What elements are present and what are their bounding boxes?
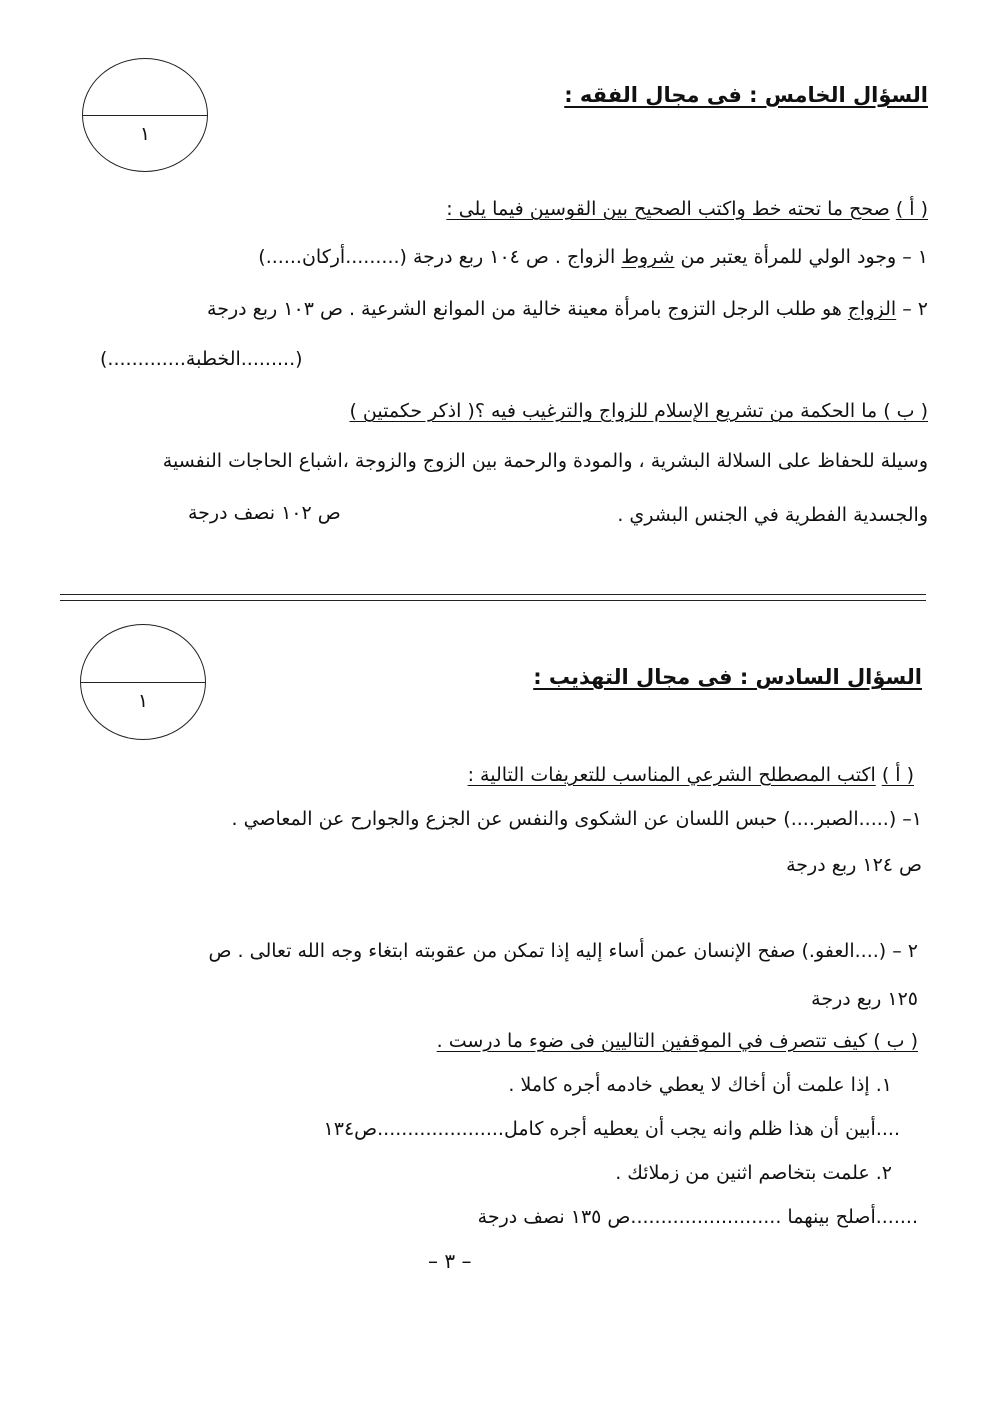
q5-item-2 [207, 296, 928, 322]
score-value: ١ [137, 689, 149, 712]
q5-item-1-text: ١ – وجود الولي للمرأة يعتبر من [674, 246, 928, 268]
q6-part-b-heading: ( ب ) كيف تتصرف في الموقفين التاليين فى ضوء ما درست . [436, 1030, 918, 1052]
q5-part-b-heading: ( ب ) ما الحكمة من تشريع الإسلام للزواج والترغيب فيه ؟( اذكر حكمتين ) [349, 400, 928, 422]
q6-part-a-prefix: ( أ ) [881, 764, 914, 786]
score-value: ١ [139, 122, 151, 145]
q5-title: السؤال الخامس : فى مجال الفقه : [564, 83, 928, 107]
section-divider-bottom [60, 600, 926, 601]
q6-item-2: ٢ – (....العفو.) صفح الإنسان عمن أساء إليه إذا تمكن من عقوبته ابتغاء وجه الله تعالى . ص [208, 940, 918, 962]
q5-part-a-heading [446, 196, 928, 222]
q5-item-1-rest: الزواج . ص ١٠٤ ربع درجة (.........أركان......) [258, 246, 622, 268]
q6-item-1: ١– (.....الصبر....) حبس اللسان عن الشكوى والنفس عن الجزع والجوارح عن المعاصي . [231, 808, 922, 830]
q5-part-a-text: صحح ما تحته خط واكتب الصحيح بين القوسين فيما يلى : [446, 198, 890, 220]
q6-situation-1-answer: ....أبين أن هذا ظلم وانه يجب أن يعطيه أجره كامل.....................ص١٣٤ [323, 1118, 900, 1140]
q5-part-b-answer-line1: وسيلة للحفاظ على السلالة البشرية ، والمودة والرحمة بين الزوج والزوجة ،اشباع الحاجات النفسية [162, 450, 928, 472]
score-divider [81, 682, 205, 683]
q5-item-2-text: ٢ – [896, 298, 928, 320]
q6-item-2-reference: ١٢٥ ربع درجة [811, 988, 918, 1010]
q6-title: السؤال السادس : فى مجال التهذيب : [533, 665, 922, 689]
q5-item-1 [258, 244, 928, 270]
q6-item-1-reference: ص ١٢٤ ربع درجة [786, 854, 922, 876]
q6-situation-2-answer: .......أصلح بينهما .........................ص ١٣٥ نصف درجة [477, 1206, 918, 1228]
q6-part-a-text: اكتب المصطلح الشرعي المناسب للتعريفات التالية : [467, 764, 876, 786]
q5-part-a-prefix: ( أ ) [895, 198, 928, 220]
q6-situation-1: ١. إذا علمت أن أخاك لا يعطي خادمه أجره كاملا . [508, 1074, 892, 1096]
q5-item-1-underlined: شروط [621, 246, 675, 268]
score-divider [83, 115, 207, 116]
q5-item-2-answer: (.........الخطبة.............) [100, 348, 303, 370]
score-circle-q6 [80, 624, 206, 740]
q5-item-2-rest: هو طلب الرجل التزوج بامرأة معينة خالية من الموانع الشرعية . ص ١٠٣ ربع درجة [207, 298, 848, 320]
q6-part-a-heading [468, 762, 914, 788]
q5-part-b-reference: ص ١٠٢ نصف درجة [188, 502, 341, 524]
section-divider-top [60, 594, 926, 595]
q6-situation-2: ٢. علمت بتخاصم اثنين من زملائك . [615, 1162, 892, 1184]
page-number: – ٣ – [428, 1249, 472, 1273]
score-circle-q5 [82, 58, 208, 172]
q5-item-2-underlined: الزواج [847, 298, 897, 320]
q5-part-b-answer-line2: والجسدية الفطرية في الجنس البشري . [617, 504, 928, 526]
